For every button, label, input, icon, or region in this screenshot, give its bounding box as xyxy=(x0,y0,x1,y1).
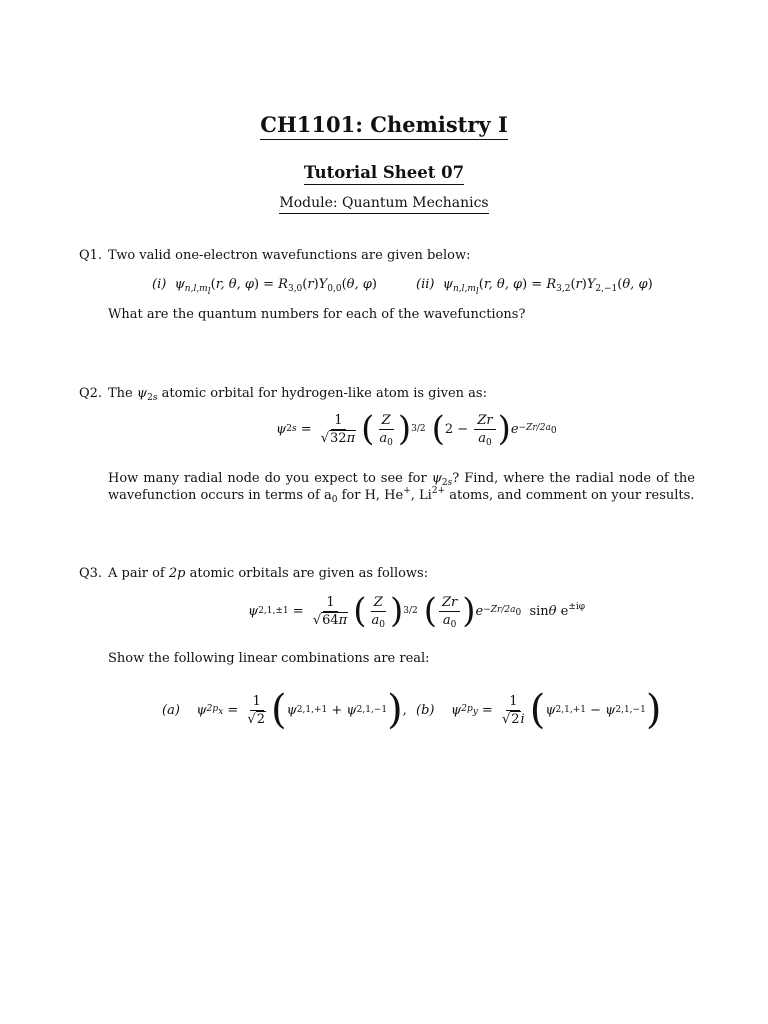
q2-label: Q2. xyxy=(79,386,103,401)
q3-label: Q3. xyxy=(79,566,103,581)
module-name: Module: Quantum Mechanics xyxy=(0,195,768,211)
q2-intro: The $\psi_{2s}$ atomic orbital for hydrogen-like atom is given as: xyxy=(108,386,487,403)
q3-equation-a: (a) ψ $2p_x$ = $\frac{1}{√2}$ ( ψ 2,1,+1 + ψ 2,1,−1 ) , xyxy=(162,687,407,733)
q2-paragraph: How many radial node do you expect to see for $\psi_{2s}$? Find, where the radial node of the wavefunction occurs in terms of $a_0$ for H, He+, $Li^{2+}$ atoms, and comment on your results. xyxy=(108,471,695,505)
q3-equation: ψ 2,1,±1 = $\frac{1}{√64\pi}$ ( $\frac{Z}{a_0}$ ) 3/2 ( $\frac{Zr}{a_0}$ ) e $-Zr/2a_0$ sin θ $e^{\pm i\varphi}$ xyxy=(248,591,586,631)
q1-eq-ii-label: (ii) xyxy=(416,277,435,292)
q3-show: Show the following linear combinations are real: xyxy=(108,651,430,666)
q1-question: What are the quantum numbers for each of the wavefunctions? xyxy=(108,307,526,322)
q1-equation-ii: (ii) $\psi_{n,l,m_l}(r$, θ, $\varphi) = R_{3,2}(r)Y_{2,-1}(\theta$, φ) xyxy=(416,277,653,297)
q1-intro: Two valid one-electron wavefunctions are given below: xyxy=(108,248,471,263)
q1-label: Q1. xyxy=(79,248,103,263)
q1-equation-i: (i) $\psi_{n,l,m_l}(r$, θ, $\varphi) = R_{3,0}(r)Y_{0,0}(\theta$, φ) xyxy=(152,277,377,297)
q1-eq-i-label: (i) xyxy=(152,277,167,292)
q2-equation: ψ 2s = $\frac{1}{√32\pi}$ ( $\frac{Z}{a_0}$ ) 3/2 ( 2 − $\frac{Zr}{a_0}$ ) e $-Zr/2a_0$ xyxy=(276,409,557,449)
course-title: CH1101: Chemistry I xyxy=(0,112,768,137)
q3-equation-b: (b) ψ $2p_y$ = $\frac{1}{√2i}$ ( ψ 2,1,+1 − ψ 2,1,−1 ) xyxy=(416,687,662,733)
q3-eq-a-label: (a) xyxy=(162,702,180,718)
q3-eq-b-label: (b) xyxy=(416,702,435,718)
q3-intro: A pair of 2p atomic orbitals are given as follows: xyxy=(108,566,429,581)
sheet-title: Tutorial Sheet 07 xyxy=(0,163,768,182)
